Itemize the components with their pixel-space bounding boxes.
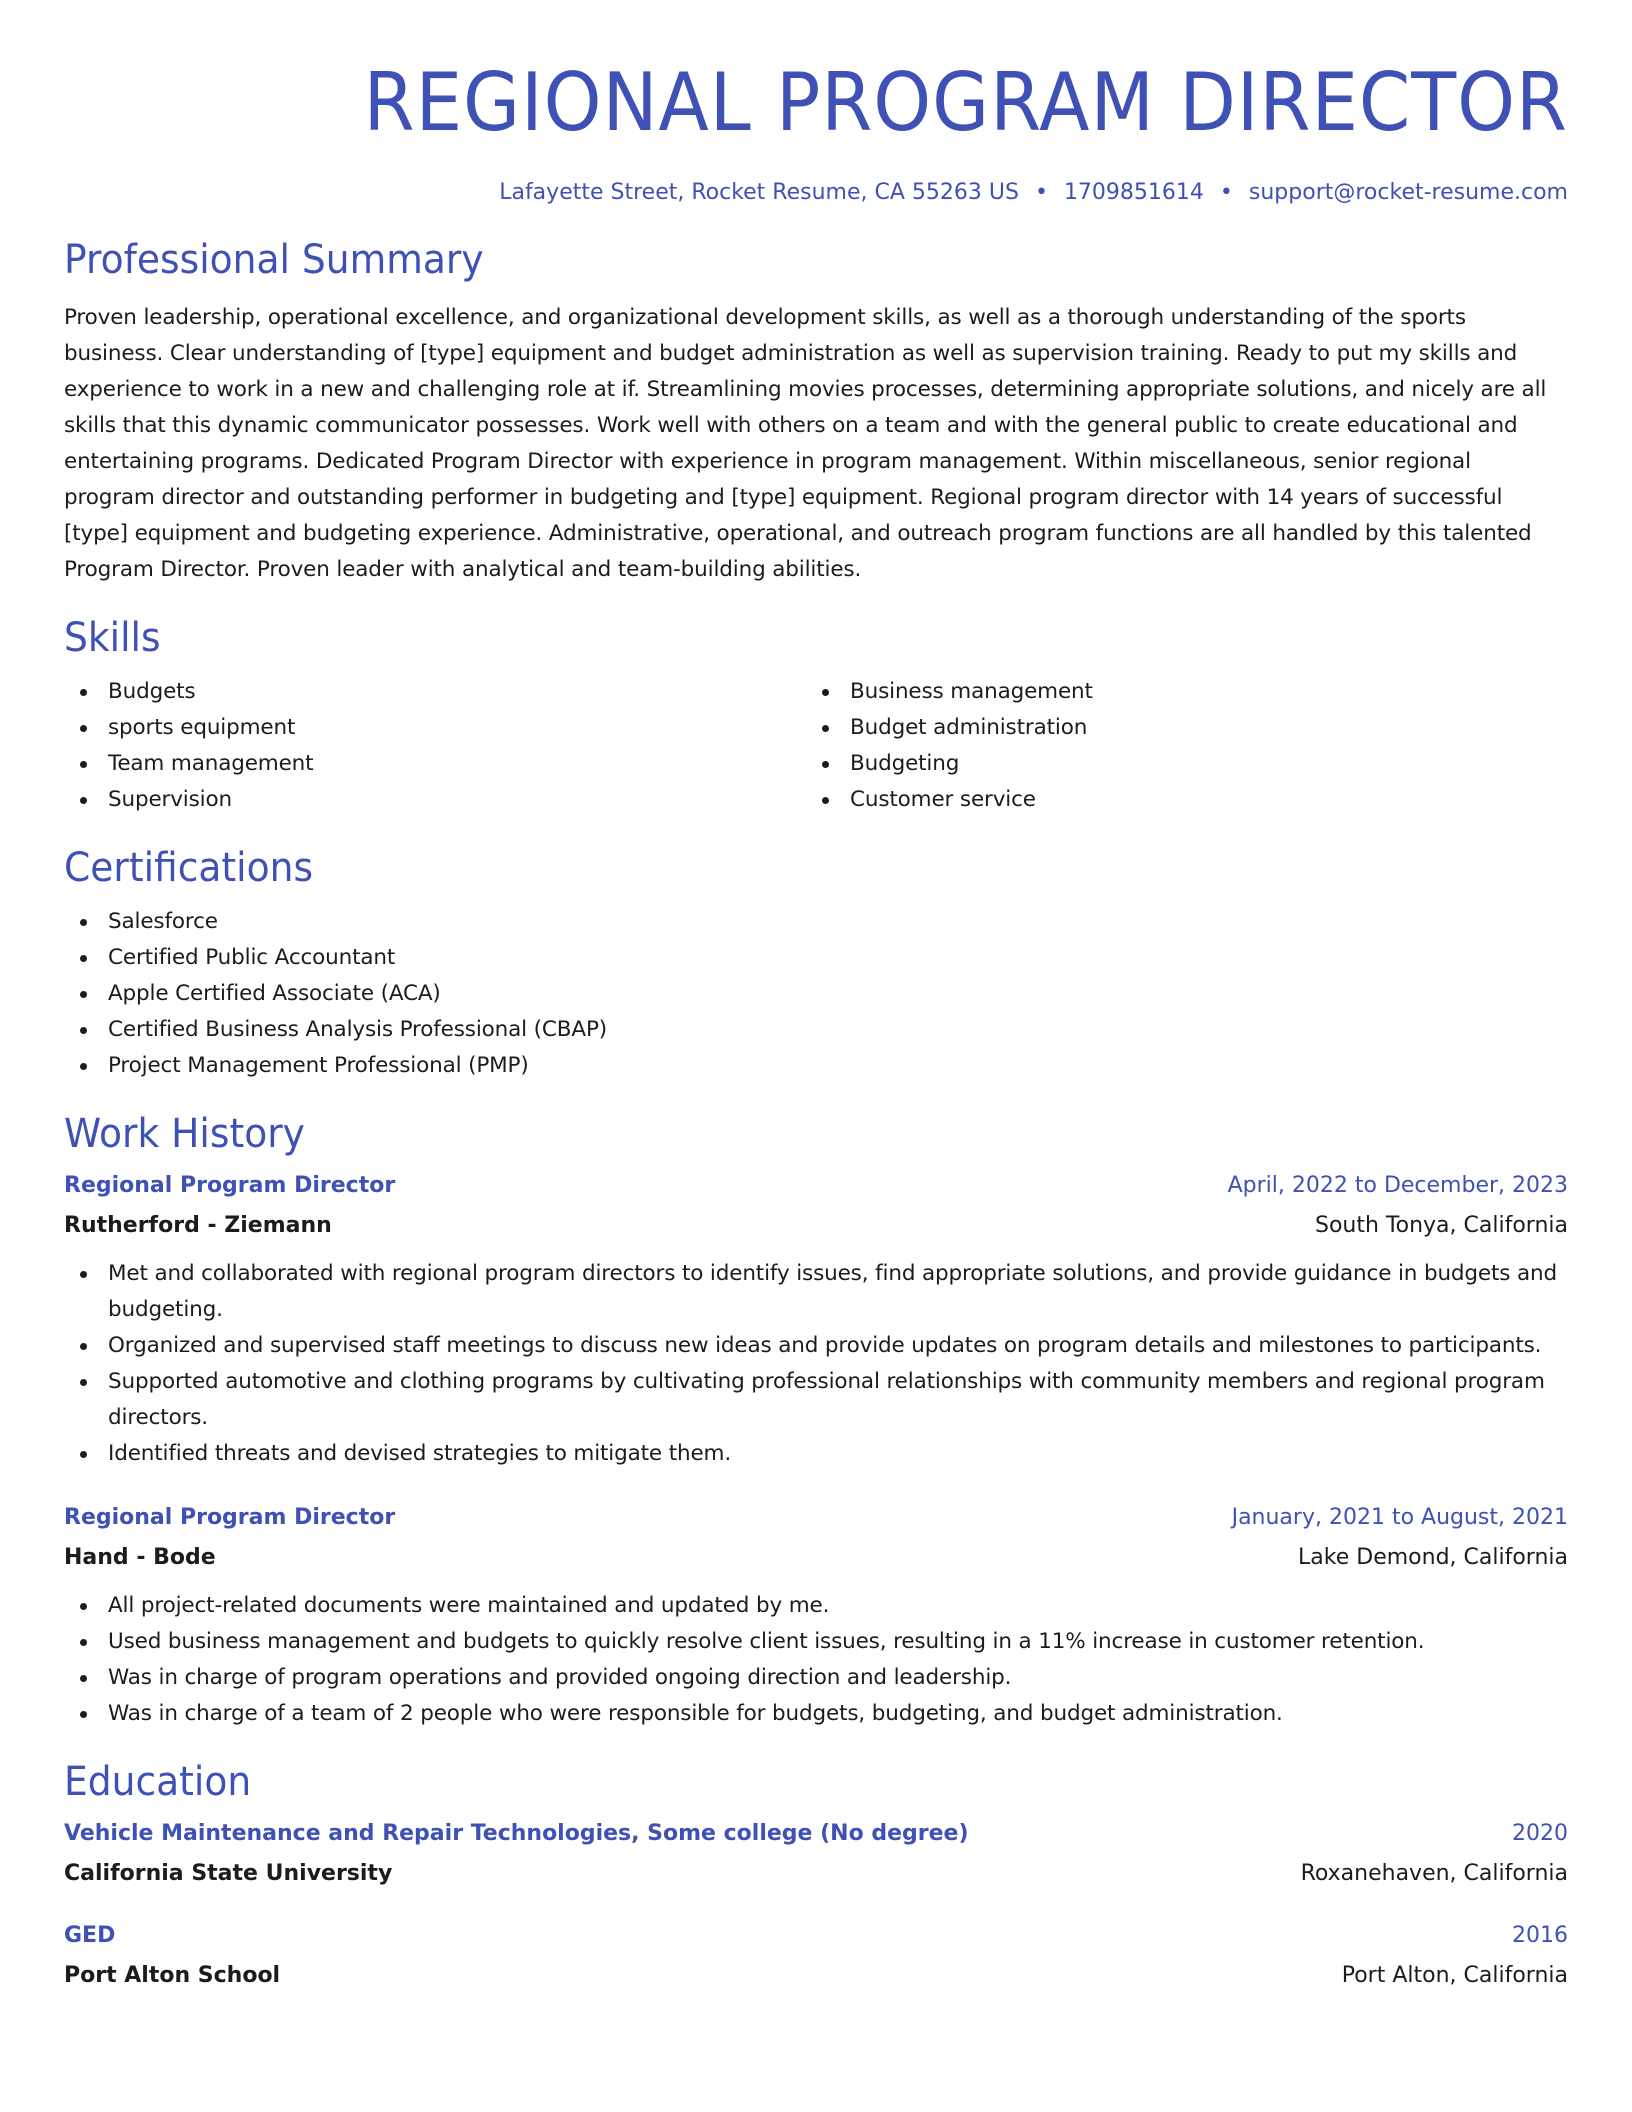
contact-separator: • [1034, 180, 1048, 205]
job-dates: January, 2021 to August, 2021 [1231, 1505, 1568, 1530]
job-subheader [64, 1542, 1568, 1574]
certification-item: Certified Public Accountant [64, 940, 1568, 976]
skills-left-list [64, 674, 806, 818]
job-bullet: Identified threats and devised strategies to mitigate them. [64, 1436, 1568, 1472]
certification-item: Apple Certified Associate (ACA) [64, 976, 1568, 1012]
certification-item: Certified Business Analysis Professional (CBAP) [64, 1012, 1568, 1048]
education-section [64, 1756, 1568, 1992]
education-year: 2020 [1512, 1821, 1568, 1846]
education-degree: Vehicle Maintenance and Repair Technologies, Some college (No degree) [64, 1821, 969, 1846]
skill-item: Customer service [806, 782, 1548, 818]
job-entry [64, 1502, 1568, 1732]
education-year: 2016 [1512, 1923, 1568, 1948]
education-entry [64, 1920, 1568, 1992]
resume-name: REGIONAL PROGRAM DIRECTOR [363, 56, 1568, 149]
education-degree: GED [64, 1923, 116, 1948]
job-subheader [64, 1210, 1568, 1242]
work-history-heading: Work History [64, 1111, 305, 1157]
job-entry [64, 1170, 1568, 1472]
contact-phone[interactable]: 1709851614 [1063, 180, 1204, 205]
contact-email[interactable]: support@rocket-resume.com [1248, 180, 1568, 205]
contact-line [64, 178, 1568, 208]
job-company: Rutherford - Ziemann [64, 1213, 332, 1238]
job-location: Lake Demond, California [1298, 1545, 1568, 1570]
job-bullet: Supported automotive and clothing programs by cultivating professional relationships with community members and regional program directors. [64, 1364, 1568, 1436]
education-location: Roxanehaven, California [1300, 1861, 1568, 1886]
job-bullet: Met and collaborated with regional program directors to identify issues, find appropriate solutions, and provide guidance in budgets and budgeting. [64, 1256, 1568, 1328]
skills-section [64, 612, 1568, 818]
certifications-section [64, 842, 1568, 1084]
skills-grid [64, 674, 1568, 818]
job-header [64, 1170, 1568, 1202]
skill-item: Supervision [64, 782, 806, 818]
certifications-list [64, 904, 1568, 1084]
education-header [64, 1920, 1568, 1952]
job-header [64, 1502, 1568, 1534]
education-school: California State University [64, 1861, 393, 1886]
job-title: Regional Program Director [64, 1505, 396, 1530]
job-bullet: Was in charge of program operations and provided ongoing direction and leadership. [64, 1660, 1568, 1696]
education-location: Port Alton, California [1341, 1963, 1568, 1988]
job-title: Regional Program Director [64, 1173, 396, 1198]
job-bullet: Organized and supervised staff meetings to discuss new ideas and provide updates on program details and milestones to participants. [64, 1328, 1568, 1364]
summary-heading: Professional Summary [64, 237, 484, 283]
education-subheader [64, 1858, 1568, 1890]
job-bullet: Used business management and budgets to quickly resolve client issues, resulting in a 11% increase in customer retention. [64, 1624, 1568, 1660]
job-bullets [64, 1588, 1568, 1732]
skills-right-list [806, 674, 1548, 818]
summary-section [64, 234, 1568, 588]
certification-item: Project Management Professional (PMP) [64, 1048, 1568, 1084]
skill-item: sports equipment [64, 710, 806, 746]
job-company: Hand - Bode [64, 1545, 216, 1570]
contact-address: Lafayette Street, Rocket Resume, CA 55263 US [499, 180, 1019, 205]
job-bullet: Was in charge of a team of 2 people who were responsible for budgets, budgeting, and budget administration. [64, 1696, 1568, 1732]
job-bullet: All project-related documents were maintained and updated by me. [64, 1588, 1568, 1624]
skill-item: Team management [64, 746, 806, 782]
education-entry [64, 1818, 1568, 1890]
education-school: Port Alton School [64, 1963, 281, 1988]
work-history-section [64, 1108, 1568, 1732]
job-bullets [64, 1256, 1568, 1472]
certification-item: Salesforce [64, 904, 1568, 940]
skill-item: Budgets [64, 674, 806, 710]
skill-item: Business management [806, 674, 1548, 710]
job-location: South Tonya, California [1315, 1213, 1568, 1238]
skills-heading: Skills [64, 615, 161, 661]
education-header [64, 1818, 1568, 1850]
skill-item: Budgeting [806, 746, 1548, 782]
education-heading: Education [64, 1759, 252, 1805]
summary-text: Proven leadership, operational excellence, and organizational development skills, as well as a thorough understanding of the sports business. Clear understanding of [type] equipment and budget administration as well as supervision training. Ready to put my skills and experience to work in a new and challenging role at if. Streamlining movies processes, determining appropriate solutions, and nicely are all skills that this dynamic communicator possesses. Work well with others on a team and with the general public to create educational and entertaining programs. Dedicated Program Director with experience in program management. Within miscellaneous, senior regional program director and outstanding performer in budgeting and [type] equipment. Regional program director with 14 years of successful [type] equipment and budgeting experience. Administrative, operational, and outreach program functions are all handled by this talented Program Director. Proven leader with analytical and team-building abilities. [64, 305, 1547, 582]
education-subheader [64, 1960, 1568, 1992]
job-dates: April, 2022 to December, 2023 [1227, 1173, 1568, 1198]
certifications-heading: Certifications [64, 845, 314, 891]
skill-item: Budget administration [806, 710, 1548, 746]
contact-separator: • [1219, 180, 1233, 205]
